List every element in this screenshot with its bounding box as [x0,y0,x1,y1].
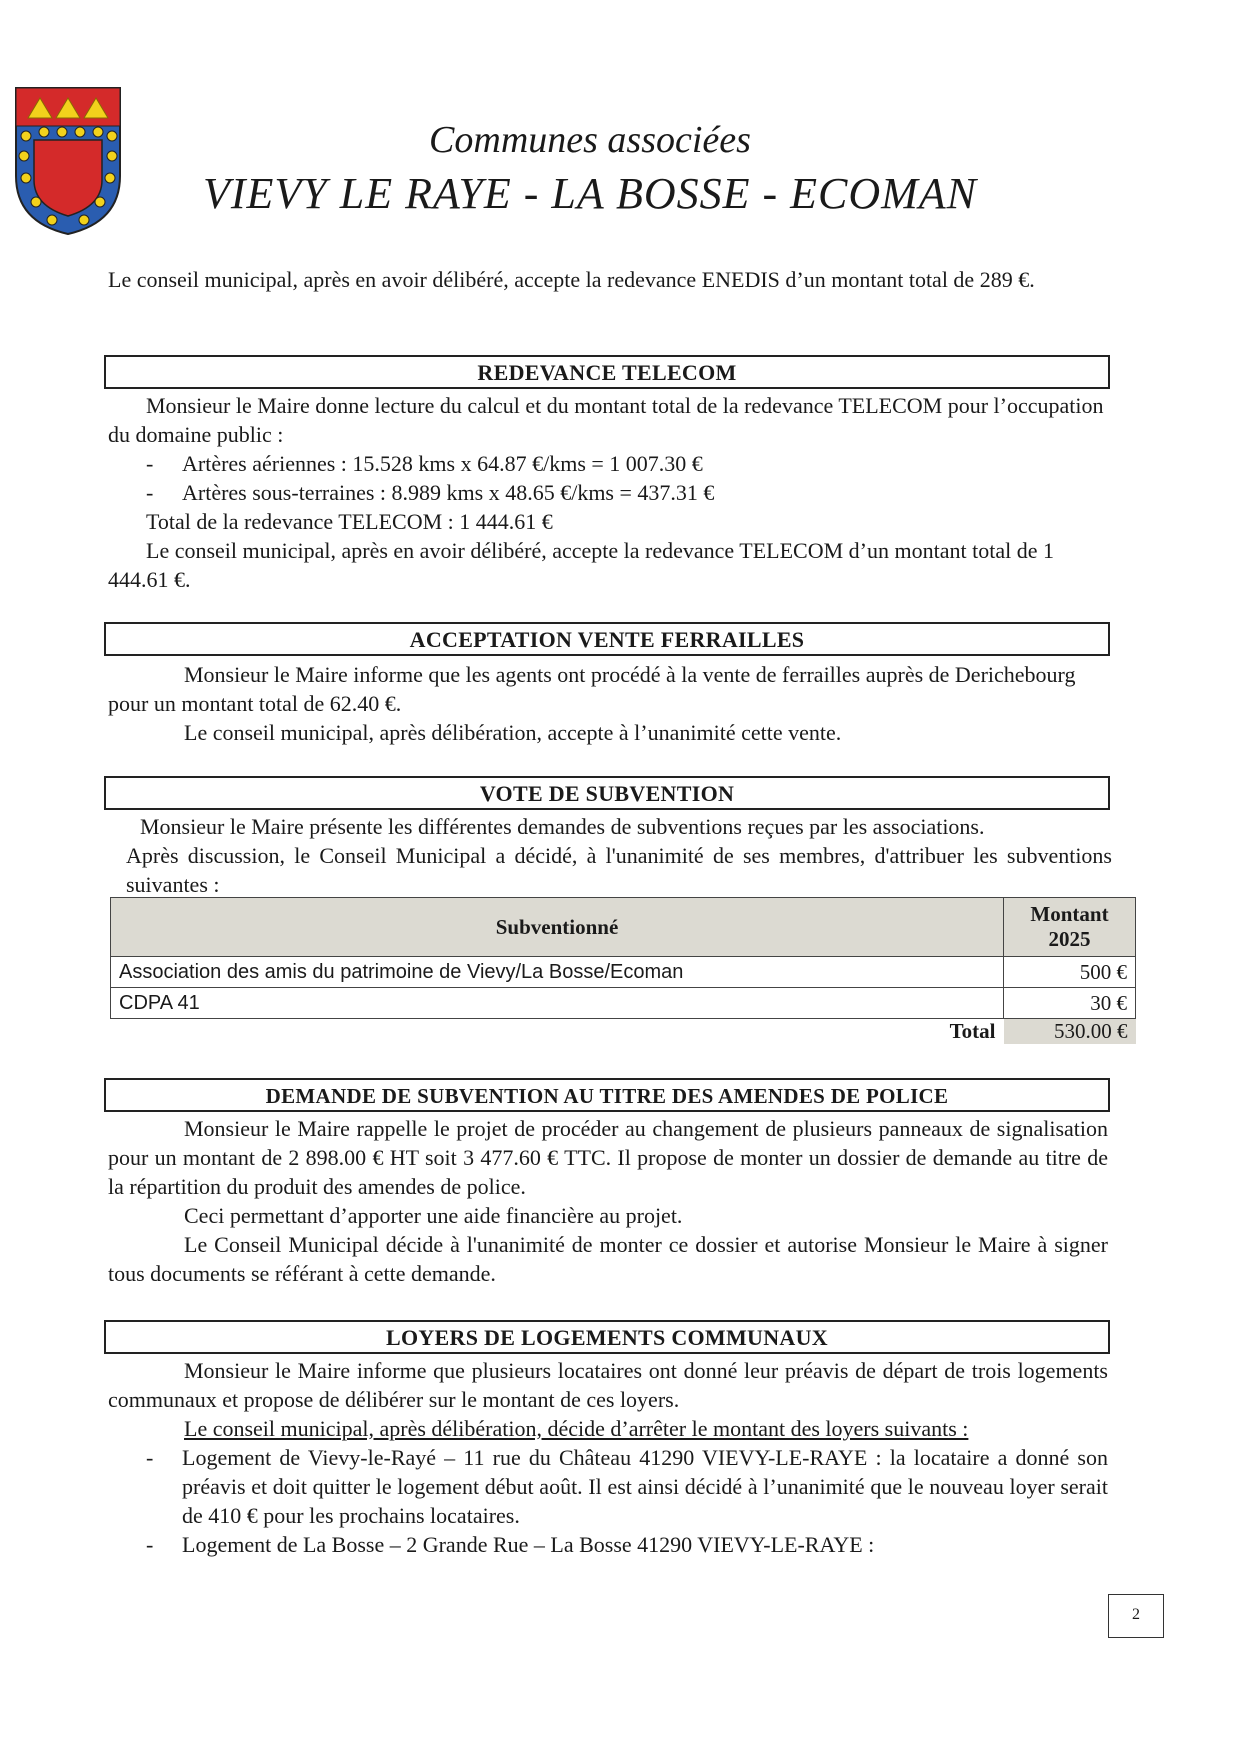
subvention-paragraph-1: Monsieur le Maire présente les différentes demandes de subventions reçues par les associations. [140,814,985,839]
telecom-bullet: - Artères sous-terraines : 8.989 kms x 48.65 €/kms = 437.31 € [146,480,715,505]
subvention-paragraph-2: Après discussion, le Conseil Municipal a décidé, à l'unanimité de ses membres, d'attribuer les subventions suivantes : [126,843,1112,897]
table-row [111,988,1136,1019]
telecom-heading: REDEVANCE TELECOM [104,355,1110,389]
column-header-name: Subventionné [111,898,1004,957]
table-cell-amount: 30 € [1004,988,1136,1019]
table-total-value: 530.00 € [1004,1019,1136,1045]
telecom-total: Total de la redevance TELECOM : 1 444.61 € [146,509,553,534]
telecom-bullet: - Artères aériennes : 15.528 kms x 64.87 €/kms = 1 007.30 € [146,451,703,476]
loyers-paragraph-2: Le conseil municipal, après délibération, décide d’arrêter le montant des loyers suivants : [184,1416,969,1441]
column-header-amount: Montant 2025 [1004,898,1136,957]
intro-paragraph: Le conseil municipal, après en avoir délibéré, accepte la redevance ENEDIS d’un montant total de 289 €. [108,267,1035,292]
header-subtitle: Communes associées [429,119,751,161]
subvention-section [112,812,1112,899]
telecom-paragraph-1: Monsieur le Maire donne lecture du calcul et du montant total de la redevance TELECOM pour l’occupation du domaine public : [108,393,1104,447]
page-number: 2 [1108,1594,1164,1638]
telecom-paragraph-2: Le conseil municipal, après en avoir délibéré, accepte la redevance TELECOM d’un montant total de 1 444.61 €. [108,538,1054,592]
table-cell-name: CDPA 41 [111,988,1004,1019]
ferrailles-paragraph-2: Le conseil municipal, après délibération, accepte à l’unanimité cette vente. [184,720,842,745]
amendes-section [108,1114,1108,1288]
loyers-section [108,1356,1108,1559]
telecom-section [108,391,1108,594]
amendes-paragraph-2: Ceci permettant d’apporter une aide financière au projet. [184,1203,683,1228]
table-total-row [111,1019,1136,1045]
table-total-label: Total [949,1019,996,1043]
loyers-bullet: - Logement de Vievy-le-Rayé – 11 rue du Château 41290 VIEVY-LE-RAYE : la locataire a donné son préavis et doit quitter le logement début août. Il est ainsi décidé à l’unanimité que le nouveau loyer serait de 410 € pour les prochains locataires. [146,1445,1108,1528]
intro-section [108,265,1108,294]
loyers-heading: LOYERS DE LOGEMENTS COMMUNAUX [104,1320,1110,1354]
subvention-table [110,897,1136,1044]
amendes-paragraph-3: Le Conseil Municipal décide à l'unanimité de monter ce dossier et autorise Monsieur le Maire à signer tous documents se référant à cette demande. [108,1232,1108,1286]
subvention-heading: VOTE DE SUBVENTION [104,776,1110,810]
loyers-paragraph-1: Monsieur le Maire informe que plusieurs locataires ont donné leur préavis de départ de trois logements communaux et propose de délibérer sur le montant de ces loyers. [108,1358,1108,1412]
ferrailles-paragraph-1: Monsieur le Maire informe que les agents ont procédé à la vente de ferrailles auprès de Derichebourg pour un montant total de 62.40 €. [108,662,1076,716]
table-row [111,957,1136,988]
table-cell-name: Association des amis du patrimoine de Vievy/La Bosse/Ecoman [111,957,1004,988]
header-title: VIEVY LE RAYE - LA BOSSE - ECOMAN [202,169,978,218]
loyers-bullet: - Logement de La Bosse – 2 Grande Rue – La Bosse 41290 VIEVY-LE-RAYE : [146,1532,875,1557]
table-header-row [111,898,1136,957]
ferrailles-heading: ACCEPTATION VENTE FERRAILLES [104,622,1110,656]
amendes-heading: DEMANDE DE SUBVENTION AU TITRE DES AMENDES DE POLICE [104,1078,1110,1112]
amendes-paragraph-1: Monsieur le Maire rappelle le projet de procéder au changement de plusieurs panneaux de signalisation pour un montant de 2 898.00 € HT soit 3 477.60 € TTC. Il propose de monter un dossier de demande au titre de la répartition du produit des amendes de police. [108,1116,1108,1199]
table-cell-amount: 500 € [1004,957,1136,988]
ferrailles-section [108,660,1108,747]
